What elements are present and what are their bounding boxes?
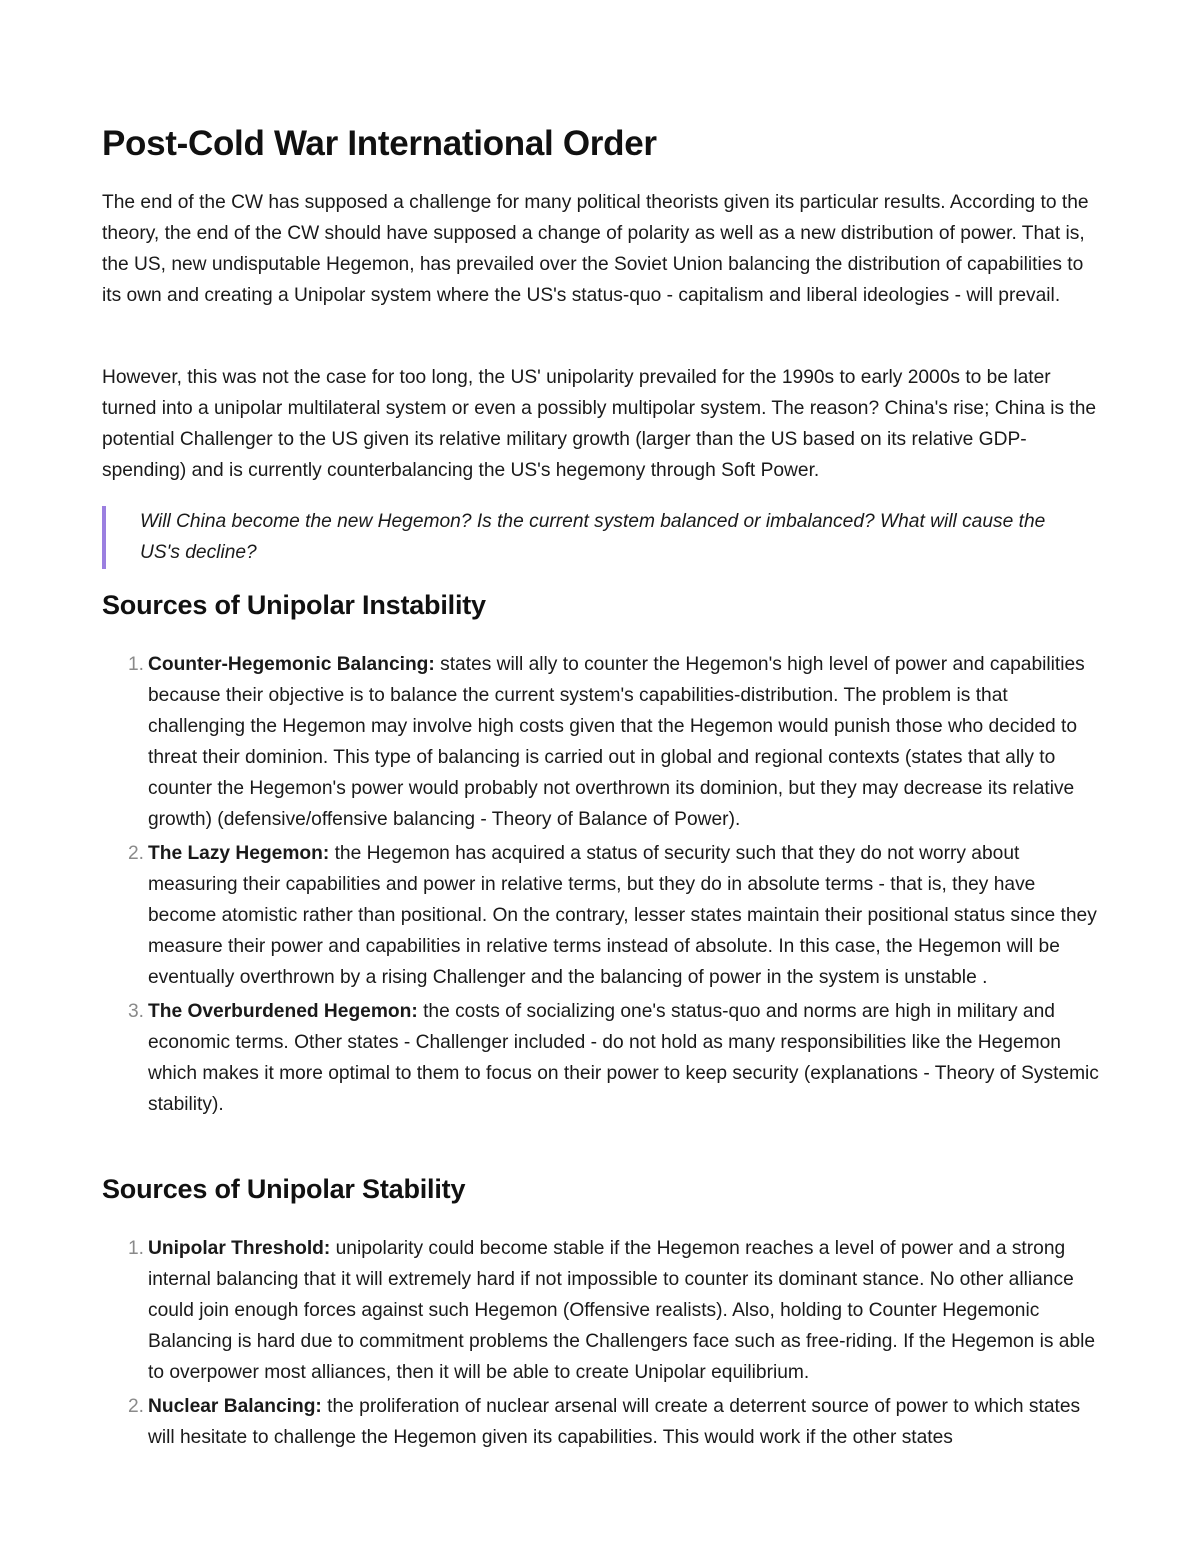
page-title: Post-Cold War International Order: [102, 124, 657, 163]
blockquote-text: Will China become the new Hegemon? Is the current system balanced or imbalanced? What will cause the US's decline?: [140, 511, 1046, 563]
list-number: 1.: [128, 1238, 145, 1259]
list-text: unipolarity could become stable if the Hegemon reaches a level of power and a strong internal balancing that it will extremely hard if not impossible to counter its dominant stance. No other alliance could join enough forces against such Hegemon (Offensive realists). Also, holding to Counter Hegemonic Balancing is hard due to commitment problems the Challengers face such as free-riding. If the Hegemon is able to overpower most alliances, then it will be able to create Unipolar equilibrium.: [148, 1238, 1096, 1383]
list-term: Nuclear Balancing:: [148, 1396, 322, 1417]
list-item: [102, 1233, 1102, 1388]
list-number: 2.: [128, 843, 145, 864]
list-number: 1.: [128, 654, 145, 675]
list-term: The Lazy Hegemon:: [148, 843, 330, 864]
list-item: [102, 1391, 1102, 1453]
stability-heading: Sources of Unipolar Stability: [102, 1174, 466, 1204]
list-text: the Hegemon has acquired a status of security such that they do not worry about measuring their capabilities and power in relative terms, but they do in absolute terms - that is, they have become atomistic rather than positional. On the contrary, lesser states maintain their positional status since they measure their power and capabilities in relative terms instead of absolute. In this case, the Hegemon will be eventually overthrown by a rising Challenger and the balancing of power in the system is unstable .: [148, 843, 1097, 988]
stability-list: [102, 1233, 1102, 1456]
intro-paragraph-2: However, this was not the case for too long, the US' unipolarity prevailed for the 1990s to early 2000s to be later turned into a unipolar multilateral system or even a possibly multipolar system. The reason? China's rise; China is the potential Challenger to the US given its relative military growth (larger than the US based on its relative GDP-spending) and is currently counterbalancing the US's hegemony through Soft Power.: [102, 367, 1097, 481]
list-item: [102, 996, 1102, 1120]
instability-heading: Sources of Unipolar Instability: [102, 590, 486, 620]
blockquote-bar: [102, 506, 106, 569]
instability-list: [102, 649, 1102, 1123]
list-term: Unipolar Threshold:: [148, 1238, 331, 1259]
list-text: the costs of socializing one's status-quo and norms are high in military and economic terms. Other states - Challenger included - do not hold as many responsibilities like the Hegemon which makes it more optimal to them to focus on their power to keep security (explanations - Theory of Systemic stability).: [148, 1001, 1099, 1115]
list-item: [102, 838, 1102, 993]
list-text: states will ally to counter the Hegemon's high level of power and capabilities because their objective is to balance the current system's capabilities-distribution. The problem is that challenging the Hegemon may involve high costs given that the Hegemon would punish those who decided to threat their dominion. This type of balancing is carried out in global and regional contexts (states that ally to counter the Hegemon's power would probably not overthrown its dominion, but they may decrease its relative growth) (defensive/offensive balancing - Theory of Balance of Power).: [148, 654, 1085, 830]
list-term: Counter-Hegemonic Balancing:: [148, 654, 435, 675]
intro-paragraph-1: The end of the CW has supposed a challenge for many political theorists given its particular results. According to the theory, the end of the CW should have supposed a change of polarity as well as a new distribution of power. That is, the US, new undisputable Hegemon, has prevailed over the Soviet Union balancing the distribution of capabilities to its own and creating a Unipolar system where the US's status-quo - capitalism and liberal ideologies - will prevail.: [102, 192, 1089, 306]
list-text: the proliferation of nuclear arsenal will create a deterrent source of power to which states will hesitate to challenge the Hegemon given its capabilities. This would work if the other states: [148, 1396, 1081, 1448]
list-number: 3.: [128, 1001, 145, 1022]
list-item: [102, 649, 1102, 835]
list-number: 2.: [128, 1396, 145, 1417]
list-term: The Overburdened Hegemon:: [148, 1001, 418, 1022]
blockquote: [102, 506, 1102, 569]
